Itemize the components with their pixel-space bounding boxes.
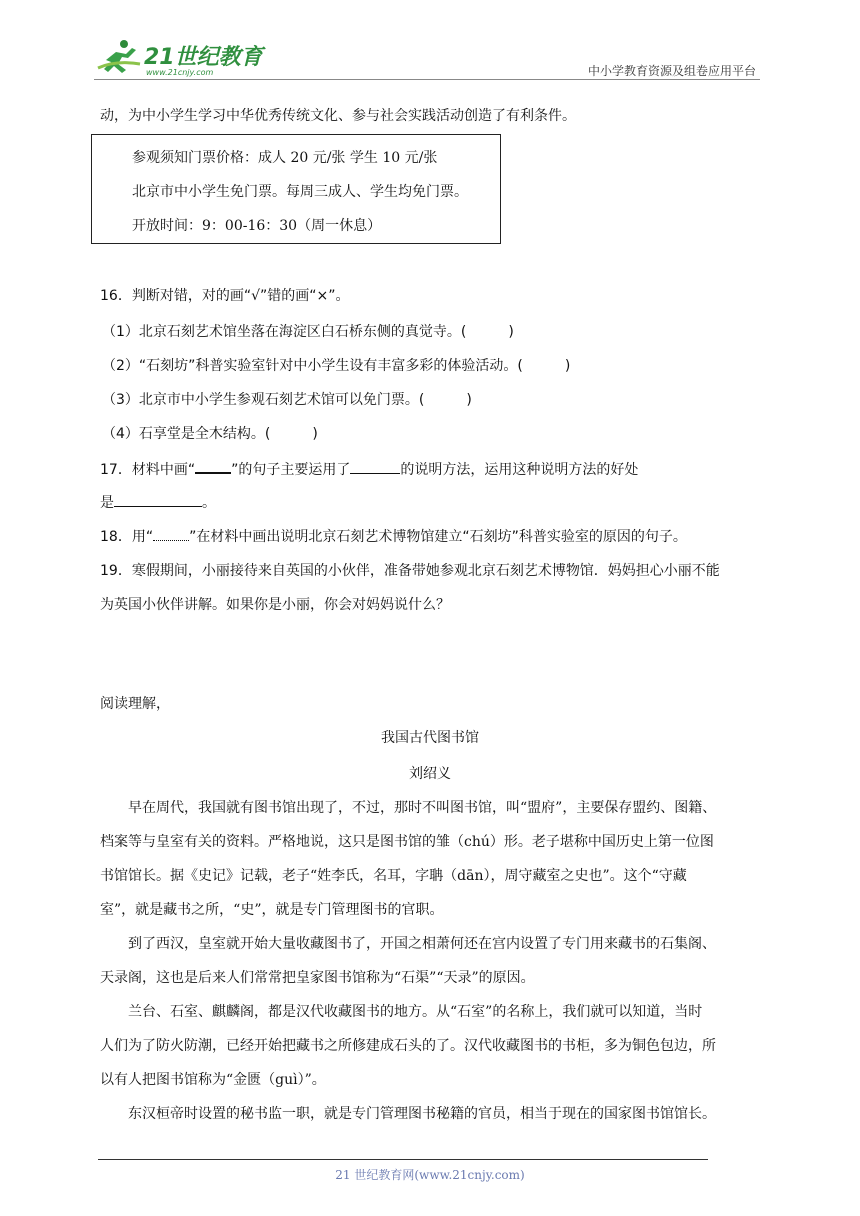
answer-blank[interactable]	[350, 459, 400, 474]
q17-text-c: 的说明方法，运用这种说明方法的好处	[400, 462, 639, 478]
answer-blank[interactable]	[114, 492, 202, 507]
paren-close: )	[312, 426, 318, 442]
runner-logo-icon	[96, 38, 266, 78]
q16-item-1	[102, 322, 768, 342]
q19-line-2: 为英国小伙伴讲解。如果你是小丽，你会对妈妈说什么？	[100, 597, 450, 613]
underline-sample	[195, 458, 231, 474]
footer-divider	[98, 1159, 708, 1160]
q17-text-b: ”的句子主要运用了	[231, 462, 351, 478]
wavy-underline-sample	[153, 526, 189, 541]
header-divider	[94, 79, 760, 80]
q16-item-text: （2）“石刻坊”科普实验室针对中小学生设有丰富多彩的体验活动。(	[102, 358, 523, 374]
article-line: 室”，就是藏书之所，“史”，就是专门管理图书的官职。	[100, 902, 444, 918]
platform-name: 中小学教育资源及组卷应用平台	[587, 64, 756, 78]
q18-text-b: ”在材料中画出说明北京石刻艺术博物馆建立“石刻坊”科普实验室的原因的句子。	[189, 529, 687, 545]
site-logo	[96, 38, 266, 78]
article-title: 我国古代图书馆	[381, 730, 479, 746]
logo-url: www.21cnjy.com	[146, 68, 214, 77]
paren-close: )	[466, 392, 472, 408]
intro-line: 动，为中小学生学习中华优秀传统文化、参与社会实践活动创造了有利条件。	[100, 108, 576, 124]
notice-free-ticket: 北京市中小学生免门票。每周三成人、学生均免门票。	[132, 184, 468, 200]
q16-stem: 16．判断对错，对的画“√”错的画“×”。	[100, 288, 350, 304]
notice-hours: 开放时间：9：00-16：30（周一休息）	[132, 218, 382, 234]
article-line: 早在周代，我国就有图书馆出现了，不过，那时不叫图书馆，叫“盟府”，主要保存盟约、图籍、	[128, 800, 717, 816]
paren-close: )	[508, 324, 514, 340]
q17-text-d: 是	[100, 495, 114, 511]
notice-box	[91, 134, 501, 244]
article-author: 刘绍义	[409, 766, 451, 782]
q16-item-2	[102, 356, 768, 376]
article-line: 天录阁，这也是后来人们常常把皇家图书馆称为“石渠”“天录”的原因。	[100, 970, 535, 986]
notice-price: 参观须知门票价格：成人 20 元/张 学生 10 元/张	[132, 150, 438, 166]
q18-text-a: 18．用“	[100, 529, 154, 545]
article-line: 东汉桓帝时设置的秘书监一职，就是专门管理图书秘籍的官员，相当于现在的国家图书馆馆长。	[128, 1106, 716, 1122]
q16-item-text: （1）北京石刻艺术馆坐落在海淀区白石桥东侧的真觉寺。(	[102, 324, 467, 340]
q17-line-1	[100, 458, 768, 480]
article-line: 人们为了防火防潮，已经开始把藏书之所修建成石头的了。汉代收藏图书的书柜，多为铜色包边，所	[100, 1038, 716, 1054]
article-line: 以有人把图书馆称为“金匮（guì）”。	[100, 1072, 326, 1088]
q17-line-2	[100, 492, 768, 513]
article-line: 兰台、石室、麒麟阁，都是汉代收藏图书的地方。从“石室”的名称上，我们就可以知道，当时	[128, 1004, 703, 1020]
q17-text-a: 17．材料中画“	[100, 462, 196, 478]
q17-text-e: 。	[202, 495, 216, 511]
article-line: 书馆馆长。据《史记》记载，老子“姓李氏，名耳，字聃（dān），周守藏室之史也”。这个“守藏	[100, 868, 687, 884]
q16-item-3	[102, 390, 768, 410]
q19-line-1: 19．寒假期间，小丽接待来自英国的小伙伴，准备带她参观北京石刻艺术博物馆．妈妈担心小丽不能	[100, 563, 720, 579]
q18-line	[100, 526, 768, 547]
article-line: 到了西汉，皇室就开始大量收藏图书了，开国之相萧何还在宫内设置了专门用来藏书的石集阁、	[128, 936, 716, 952]
footer-link[interactable]: 21 世纪教育网(www.21cnjy.com)	[335, 1168, 525, 1182]
q16-item-text: （3）北京市中小学生参观石刻艺术馆可以免门票。(	[102, 392, 425, 408]
logo-text: 21世纪教育	[144, 45, 263, 70]
section-label: 阅读理解，	[100, 696, 170, 712]
article-line: 档案等与皇室有关的资料。严格地说，这只是图书馆的雏（chú）形。老子堪称中国历史上第一位图	[100, 834, 714, 850]
paren-close: )	[564, 358, 571, 374]
q16-item-4	[102, 424, 768, 444]
q16-item-text: （4）石享堂是全木结构。(	[102, 426, 271, 442]
